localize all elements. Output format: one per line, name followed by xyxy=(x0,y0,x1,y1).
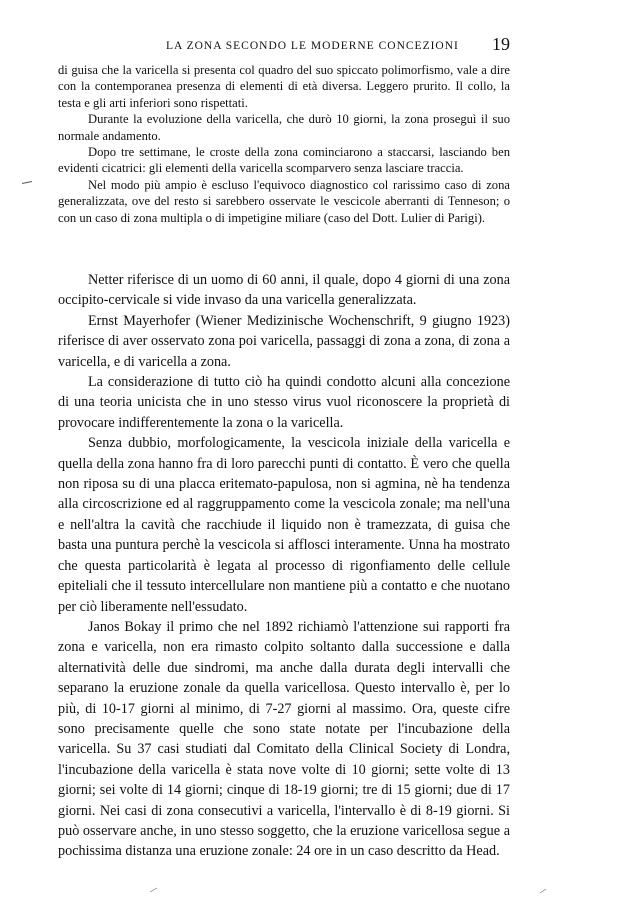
paragraph: di guisa che la varicella si presenta col quadro del suo spiccato polimorfismo, vale a dire con la contemporanea presenza di elementi di età diversa. Leggero prurito. Il collo, la testa e gli arti inferiori sono rispettati. xyxy=(58,63,510,110)
paragraph: La considerazione di tutto ciò ha quindi condotto alcuni alla concezione di una teoria unicista che in uno stesso virus vuol riconoscere la proprietà di provocare indifferentemente la zona o la varicella. xyxy=(58,374,510,431)
main-body-text xyxy=(58,270,510,862)
running-title: LA ZONA SECONDO LE MODERNE CONCEZIONI xyxy=(166,40,459,52)
paragraph: Ernst Mayerhofer (Wiener Medizinische Wochenschrift, 9 giugno 1923) riferisce di aver osservato zona poi varicella, passaggi di zona a zona, di zona a varicella, e di varicella a zona. xyxy=(58,312,510,370)
margin-pencil-mark xyxy=(22,181,32,184)
paragraph: Netter riferisce di un uomo di 60 anni, il quale, dopo 4 giorni di una zona occipito-cervicale si vide invaso da una varicella generalizzata. xyxy=(58,272,510,309)
paragraph: Durante la evoluzione della varicella, che durò 10 giorni, la zona proseguì il suo normale andamento. xyxy=(58,112,510,143)
page-number: 19 xyxy=(492,34,510,54)
case-report-small-print xyxy=(58,62,510,226)
page-header xyxy=(58,34,510,56)
paragraph: Nel modo più ampio è escluso l'equivoco diagnostico col rarissimo caso di zona generalizzata, ove del resto si sarebbero osservate le vescicole aberranti di Tenneson; o con un caso di zona multipla o di impetigine miliare (caso del Dott. Lulier di Parigi). xyxy=(58,177,510,225)
paragraph: Dopo tre settimane, le croste della zona cominciarono a staccarsi, lasciando ben evidenti cicatrici: gli elementi della varicella scomparvero senza lasciare traccia. xyxy=(58,145,510,176)
paragraph: Janos Bokay il primo che nel 1892 richiamò l'attenzione sui rapporti fra zona e varicella, non era rimasto colpito soltanto dalla successione e dalla alternatività delle due sindromi, ma anche dalla durata degli intervalli che separano la eruzione zonale da quella varicellosa. Questo intervallo è, per lo più, di 10-17 giorni al minimo, di 7-27 giorni al massimo. Ora, queste cifre sono precisamente quelle che sono state notate per l'incubazione della varicella. Su 37 casi studiati dal Comitato della Clinical Society di Londra, l'incubazione della varicella è stata nove volte di 10 giorni; sette volte di 13 giorni; sei volte di 14 giorni; cinque di 18-19 giorni; tre di 15 giorni; due di 17 giorni. Nei casi di zona consecutivi a varicella, l'intervallo è di 8-19 giorni. Si può osservare anche, in uno stesso soggetto, che la eruzione varicellosa segue a pochissima distanza una eruzione zonale: 24 ore in un caso descritto da Head. xyxy=(58,618,510,860)
paragraph: Senza dubbio, morfologicamente, la vescicola iniziale della varicella e quella della zona hanno fra di loro parecchi punti di contatto. È vero che quella non riposa su di una placca eritemato-papulosa, non si agmina, nè ha tendenza alla circoscrizione ed al raggruppamento come la vescicola zonale; ma nell'una e nell'altra la cavità che racchiude il liquido non è tramezzata, di guisa che basta una puntura perchè la vescicola si afflosci interamente. Unna ha mostrato che questa particolarità è legata al processo di rigonfiamento delle cellule epiteliali che il tessuto intercellulare non mantiene più a contatto e che nuotano per ciò liberamente nell'essudato. xyxy=(58,435,510,615)
